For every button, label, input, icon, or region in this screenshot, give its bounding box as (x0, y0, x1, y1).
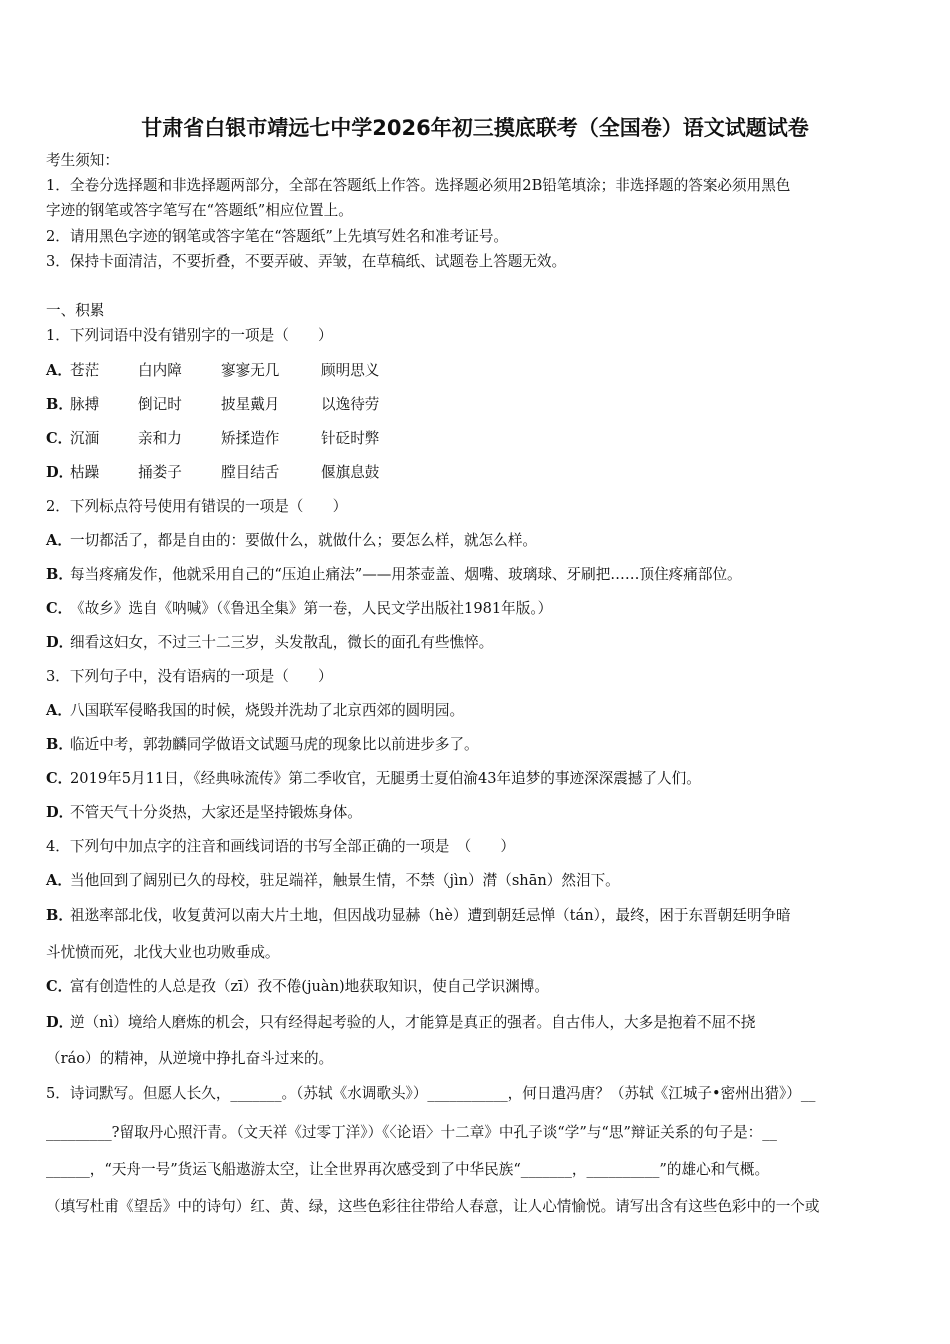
option-text: 富有创造性的人总是孜（zī）孜不倦(juàn)地获取知识，使自己学识渊博。 (70, 978, 549, 995)
option-word: 以逸待劳 (321, 396, 380, 413)
exam-title: 甘肃省白银市靖远七中学2026年初三摸底联考（全国卷）语文试题试卷 (141, 116, 809, 140)
option-row (46, 871, 620, 891)
option-text: 《故乡》选自《呐喊》（《鲁迅全集》第一卷，人民文学出版社1981年版。） (70, 600, 553, 617)
option-word: 矫揉造作 (221, 430, 280, 447)
option-label: C． (46, 770, 73, 787)
poetry-line: 5．诗词默写。但愿人长久，_______。（苏轼《水调歌头》）___________，何日遣冯唐？（苏轼《江城子•密州出猎》）__ (46, 1085, 816, 1102)
option-label: A． (46, 532, 72, 549)
option-text: 祖逖率部北伐，收复黄河以南大片土地，但因战功显赫（hè）遭到朝廷忌惮（tán），最终，困于东晋朝廷明争暗 (70, 907, 791, 924)
option-text: 八国联军侵略我国的时候，烧毁并洗劫了北京西郊的圆明园。 (70, 702, 465, 719)
option-label: D． (46, 1014, 74, 1031)
option-word: 苍茫 (70, 362, 100, 379)
notice-item: 1．全卷分选择题和非选择题两部分，全部在答题纸上作答。选择题必须用2B铅笔填涂；非选择题的答案必须用黑色 (46, 177, 791, 194)
option-text: 2019年5月11日，《经典咏流传》第二季收官，无腿勇士夏伯渝43年追梦的事迹深深震撼了人们。 (70, 770, 701, 787)
notice-item: 2．请用黑色字迹的钢笔或答字笔在“答题纸”上先填写姓名和准考证号。 (46, 228, 509, 245)
option-text: 一切都活了，都是自由的：要做什么，就做什么；要怎么样，就怎么样。 (70, 532, 538, 549)
option-word: 沉湎 (70, 430, 100, 447)
option-row (46, 395, 379, 415)
option-text: （ráo）的精神，从逆境中挣扎奋斗过来的。 (46, 1050, 334, 1067)
option-word: 捅娄子 (138, 464, 182, 481)
notice-item: 字迹的钢笔或答字笔写在“答题纸”相应位置上。 (46, 202, 353, 219)
option-label: C． (46, 978, 73, 995)
poetry-line: （填写杜甫《望岳》中的诗句）红、黄、绿，这些色彩往往带给人春意，让人心情愉悦。请写出含有这些色彩中的一个或 (46, 1198, 820, 1215)
option-label: A． (46, 702, 72, 719)
poetry-line: _________?留取丹心照汗青。（文天祥《过零丁洋》）《〈论语〉十二章》中孔子谈“学”与“思”辩证关系的句子是：__ (46, 1124, 777, 1141)
option-row (46, 599, 552, 619)
notice-item: 3．保持卡面清洁，不要折叠，不要弄破、弄皱，在草稿纸、试题卷上答题无效。 (46, 253, 567, 270)
question-stem: 3．下列句子中，没有语病的一项是（ ） (46, 668, 333, 685)
option-text: 当他回到了阔别已久的母校，驻足端祥，触景生情，不禁（jìn）潸（shān）然泪下。 (70, 872, 620, 889)
option-word: 膛目结舌 (221, 464, 280, 481)
option-label: A． (46, 362, 72, 379)
option-text: 细看这妇女，不过三十二三岁，头发散乱，微长的面孔有些憔悴。 (70, 634, 494, 651)
option-row (46, 565, 742, 585)
option-row (46, 906, 791, 926)
option-label: A． (46, 872, 72, 889)
option-label: B． (46, 396, 73, 413)
option-text: 逆（nì）境给人磨炼的机会，只有经得起考验的人，才能算是真正的强者。自古伟人，大多是抱着不屈不挠 (70, 1014, 756, 1031)
option-word: 倒记时 (138, 396, 182, 413)
option-word: 脉搏 (70, 396, 100, 413)
option-label: D． (46, 804, 74, 821)
option-row (46, 531, 537, 551)
option-continuation (46, 943, 280, 963)
option-word: 披星戴月 (221, 396, 280, 413)
section-heading: 一、积累 (46, 302, 105, 319)
option-label: B． (46, 736, 73, 753)
option-word: 亲和力 (138, 430, 182, 447)
option-row (46, 361, 379, 381)
question-stem: 2．下列标点符号使用有错误的一项是（ ） (46, 498, 348, 515)
option-word: 针砭时弊 (321, 430, 380, 447)
option-row (46, 633, 493, 653)
option-row (46, 701, 464, 721)
option-word: 白内障 (138, 362, 182, 379)
option-label: B． (46, 907, 73, 924)
option-text: 不管天气十分炎热，大家还是坚持锻炼身体。 (70, 804, 362, 821)
option-word: 顾明思义 (321, 362, 380, 379)
option-label: D． (46, 634, 74, 651)
option-word: 寥寥无几 (221, 362, 280, 379)
option-row (46, 769, 701, 789)
option-word: 偃旗息鼓 (321, 464, 380, 481)
option-row (46, 1013, 755, 1033)
option-label: C． (46, 430, 73, 447)
question-stem: 4．下列句中加点字的注音和画线词语的书写全部正确的一项是 （ ） (46, 838, 515, 855)
option-text: 每当疼痛发作，他就采用自己的“压迫止痛法”——用茶壶盖、烟嘴、玻璃球、牙刷把……顶住疼痛部位。 (70, 566, 742, 583)
option-label: C． (46, 600, 73, 617)
notice-heading: 考生须知： (46, 152, 119, 169)
option-row (46, 803, 362, 823)
question-stem: 1．下列词语中没有错别字的一项是（ ） (46, 327, 333, 344)
option-word: 枯躁 (70, 464, 100, 481)
option-text: 斗忧愤而死，北伐大业也功败垂成。 (46, 944, 280, 961)
option-row (46, 977, 549, 997)
option-label: B． (46, 566, 73, 583)
option-continuation (46, 1049, 333, 1069)
option-row (46, 463, 379, 483)
option-label: D． (46, 464, 74, 481)
poetry-line: ______，“天舟一号”货运飞船遨游太空，让全世界再次感受到了中华民族“_______，__________”的雄心和气概。 (46, 1161, 770, 1178)
option-row (46, 429, 379, 449)
option-text: 临近中考，郭勃麟同学做语文试题马虎的现象比以前进步多了。 (70, 736, 479, 753)
option-row (46, 735, 479, 755)
